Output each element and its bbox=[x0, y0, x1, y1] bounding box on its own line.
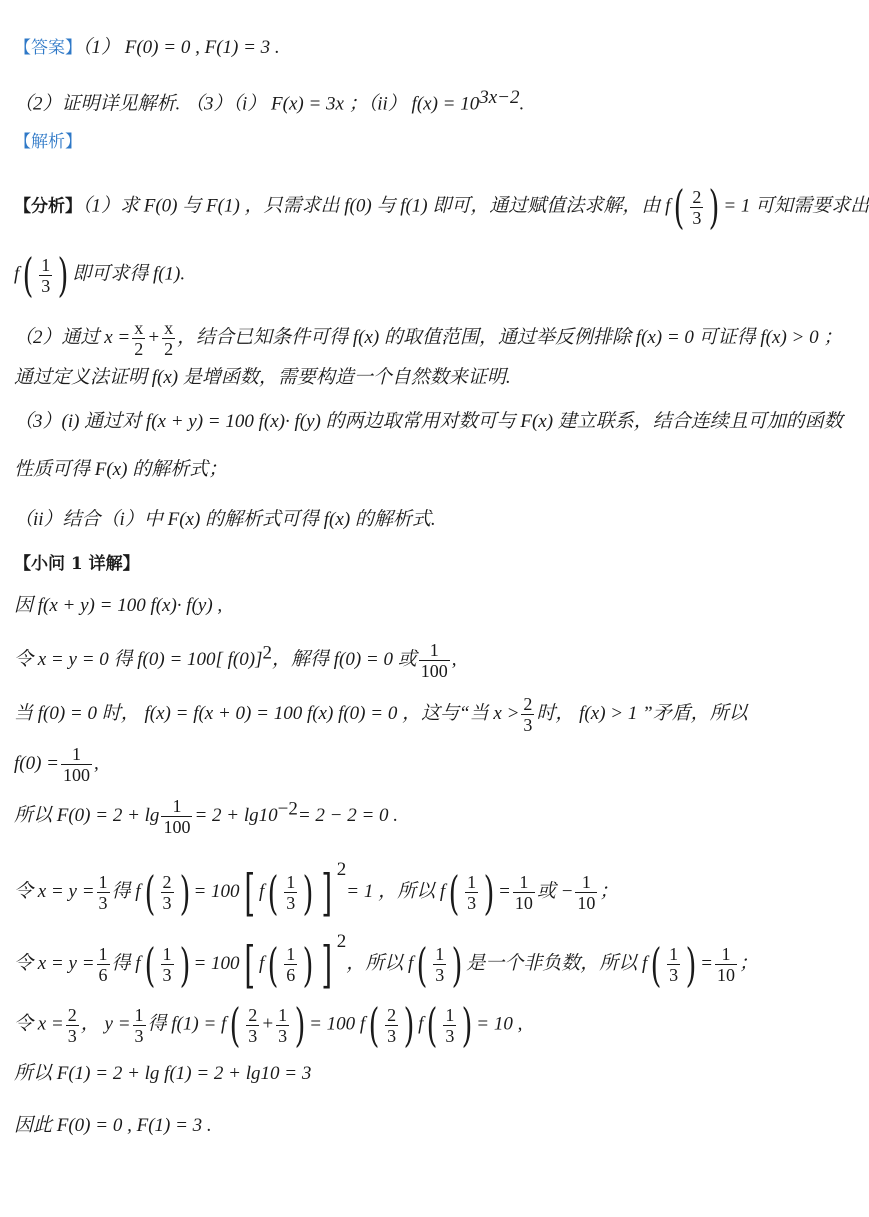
fraction: $\frac{1}{3}$ bbox=[162, 944, 172, 985]
detail-text: 得 f bbox=[111, 953, 141, 974]
answer-line-2 bbox=[14, 86, 786, 117]
exponent: 2 bbox=[336, 931, 347, 952]
plus-sign: + bbox=[261, 1013, 275, 1035]
analysis-heading bbox=[14, 130, 786, 154]
paren: ( bbox=[426, 998, 438, 1052]
fraction: $\frac{x}{2}$ bbox=[134, 318, 144, 359]
paren: ) bbox=[461, 998, 473, 1052]
bracket: [ bbox=[243, 863, 255, 922]
detail-text: , bbox=[94, 753, 99, 774]
detail-line-1 bbox=[14, 594, 786, 618]
fraction: $\frac{1}{3}$ bbox=[41, 254, 51, 296]
detail-text: 所以 F(0) = 2 + lg bbox=[14, 805, 160, 826]
paren: ( bbox=[368, 998, 380, 1052]
paren: ( bbox=[144, 865, 155, 920]
detail-text: = 100 bbox=[193, 953, 240, 974]
detail-text: 得 f bbox=[111, 881, 141, 902]
detail-text: , bbox=[451, 649, 457, 670]
answer-part1: （1） F(0) = 0 , F(1) = 3 . bbox=[82, 37, 280, 58]
answer-part2: （2）证明详见解析. （3）（i） F(x) = 3x ；（ii） f(x) = 10 bbox=[14, 93, 480, 115]
fraction: $\frac{1}{100}$ bbox=[420, 640, 448, 681]
fraction: $\frac{1}{3}$ bbox=[278, 1004, 288, 1046]
answer-exponent: 3x−2 bbox=[479, 87, 520, 108]
fraction: $\frac{1}{100}$ bbox=[163, 796, 191, 837]
fraction: $\frac{1}{100}$ bbox=[63, 744, 91, 785]
fraction: $\frac{1}{3}$ bbox=[467, 872, 477, 913]
fenxi-text: 即可求得 f(1). bbox=[72, 263, 186, 285]
fenxi-text: （1）求 F(0) 与 F(1) ，只需求出 f(0) 与 f(1) 即可，通过赋值法求解，由 f bbox=[82, 195, 671, 217]
detail-text: ； bbox=[738, 953, 758, 974]
paren: ( bbox=[650, 937, 662, 992]
paren: ) bbox=[302, 865, 314, 920]
fraction: $\frac{2}{3}$ bbox=[692, 186, 702, 228]
fenxi-line-4 bbox=[14, 366, 786, 390]
paren: ) bbox=[294, 998, 306, 1052]
detail-text: ，所以 f bbox=[346, 953, 414, 974]
fenxi-line-6 bbox=[14, 458, 786, 482]
paren: ) bbox=[179, 937, 190, 992]
fenxi-line-5 bbox=[14, 410, 843, 434]
detail-line-8 bbox=[14, 998, 786, 1052]
fraction: $\frac{2}{3}$ bbox=[248, 1004, 258, 1046]
fenxi-text: （ii）结合（i）中 F(x) 的解析式可得 f(x) 的解析式. bbox=[14, 509, 436, 530]
answer-end: . bbox=[519, 93, 525, 115]
detail-heading bbox=[14, 552, 786, 576]
detail-text: 时， f(x) > 1 ”矛盾，所以 bbox=[536, 703, 748, 724]
fenxi-text: f bbox=[14, 263, 20, 285]
fraction: $\frac{2}{3}$ bbox=[162, 872, 172, 913]
fraction: $\frac{2}{3}$ bbox=[523, 694, 533, 735]
detail-text: 或 − bbox=[536, 881, 574, 902]
paren: ( bbox=[448, 865, 460, 920]
detail-tag: 【小问 1 详解】 bbox=[14, 554, 140, 574]
paren: ) bbox=[57, 248, 69, 302]
detail-line-6 bbox=[14, 858, 786, 922]
fenxi-text: （3）(i) 通过对 f(x + y) = 100 f(x)· f(y) 的两边取常用对数可与 F(x) 建立联系，结合连续且可加的函数 bbox=[14, 411, 843, 432]
detail-text: f bbox=[259, 881, 265, 902]
detail-line-9 bbox=[14, 1062, 786, 1086]
paren: ) bbox=[451, 937, 463, 992]
detail-line-3 bbox=[14, 694, 786, 735]
fenxi-line-3 bbox=[14, 318, 843, 359]
fenxi-line-7 bbox=[14, 508, 786, 532]
fraction: $\frac{2}{3}$ bbox=[67, 1004, 77, 1046]
detail-text: f(0) = bbox=[14, 753, 60, 774]
bracket: ] bbox=[321, 863, 333, 922]
paren: ) bbox=[179, 865, 190, 920]
detail-text: ，解得 f(0) = 0 或 bbox=[272, 649, 417, 670]
fraction: $\frac{1}{3}$ bbox=[435, 944, 445, 985]
exponent: 2 bbox=[336, 859, 347, 880]
fraction: $\frac{1}{10}$ bbox=[577, 872, 596, 913]
analysis-tag: 【解析】 bbox=[14, 132, 82, 152]
paren: ( bbox=[416, 937, 428, 992]
detail-line-2 bbox=[14, 640, 786, 681]
detail-text: 令 x = bbox=[14, 1013, 64, 1035]
fraction: $\frac{1}{6}$ bbox=[286, 944, 296, 985]
detail-text: 因 f(x + y) = 100 f(x)· f(y) , bbox=[14, 595, 223, 616]
detail-text: 令 x = y = bbox=[14, 953, 95, 974]
paren: ( bbox=[674, 180, 685, 234]
fraction: $\frac{1}{3}$ bbox=[445, 1004, 455, 1046]
paren: ( bbox=[144, 937, 155, 992]
fenxi-text: 性质可得 F(x) 的解析式； bbox=[14, 459, 228, 480]
bracket: [ bbox=[243, 935, 255, 994]
exponent: 2 bbox=[262, 642, 272, 664]
detail-text: f bbox=[418, 1013, 424, 1035]
fraction: $\frac{1}{3}$ bbox=[134, 1004, 144, 1046]
fraction: $\frac{1}{3}$ bbox=[286, 872, 296, 913]
paren: ) bbox=[685, 937, 697, 992]
detail-line-5 bbox=[14, 796, 786, 837]
detail-text: = 100 bbox=[193, 881, 240, 902]
fraction: $\frac{2}{3}$ bbox=[387, 1004, 397, 1046]
detail-text: 得 f(1) = f bbox=[147, 1013, 227, 1035]
fraction: $\frac{1}{10}$ bbox=[716, 944, 735, 985]
fenxi-line-2 bbox=[14, 248, 786, 302]
fraction: $\frac{1}{10}$ bbox=[514, 872, 533, 913]
fenxi-text: （2）通过 x = bbox=[14, 327, 131, 348]
fraction: $\frac{1}{6}$ bbox=[98, 944, 108, 985]
fenxi-tag: 【分析】 bbox=[14, 196, 82, 217]
detail-text: f bbox=[259, 953, 265, 974]
paren: ( bbox=[22, 248, 34, 302]
detail-text: 所以 F(1) = 2 + lg f(1) = 2 + lg10 = 3 bbox=[14, 1063, 312, 1084]
detail-text: = 1 ，所以 f bbox=[346, 881, 446, 902]
detail-text: = bbox=[498, 881, 511, 902]
detail-text: = 2 + lg10 bbox=[194, 805, 278, 826]
plus-sign: + bbox=[147, 327, 161, 348]
detail-text: ； bbox=[599, 881, 619, 902]
fenxi-text: = 1 可知需要求出 bbox=[723, 195, 869, 217]
paren: ) bbox=[403, 998, 415, 1052]
fraction: $\frac{1}{3}$ bbox=[669, 944, 679, 985]
paren: ( bbox=[267, 937, 279, 992]
detail-text: ， y = bbox=[80, 1013, 131, 1035]
fenxi-line-1 bbox=[14, 180, 869, 234]
paren: ) bbox=[302, 937, 314, 992]
paren: ( bbox=[229, 998, 241, 1052]
fenxi-text: ，结合已知条件可得 f(x) 的取值范围，通过举反例排除 f(x) = 0 可证得 f(x) > 0 ； bbox=[177, 327, 843, 348]
paren: ( bbox=[267, 865, 279, 920]
detail-text: = bbox=[700, 953, 713, 974]
fenxi-text: 通过定义法证明 f(x) 是增函数，需要构造一个自然数来证明. bbox=[14, 367, 511, 388]
paren: ) bbox=[483, 865, 495, 920]
detail-text: = 10 , bbox=[476, 1013, 523, 1035]
detail-text: 令 x = y = bbox=[14, 881, 95, 902]
answer-line-1 bbox=[14, 36, 786, 60]
answer-tag: 【答案】 bbox=[14, 38, 82, 58]
paren: ) bbox=[708, 180, 720, 234]
detail-line-4 bbox=[14, 744, 786, 785]
detail-line-10 bbox=[14, 1114, 786, 1138]
exponent: −2 bbox=[277, 798, 298, 820]
fraction: $\frac{x}{2}$ bbox=[164, 318, 174, 359]
detail-text: = 2 − 2 = 0 . bbox=[297, 805, 399, 826]
detail-text: 是一个非负数，所以 f bbox=[466, 953, 648, 974]
detail-text: = 100 f bbox=[309, 1013, 366, 1035]
detail-text: 令 x = y = 0 得 f(0) = 100[ f(0)] bbox=[14, 649, 263, 670]
detail-line-7 bbox=[14, 930, 786, 994]
detail-text: 当 f(0) = 0 时， f(x) = f(x + 0) = 100 f(x) f(0) = 0 ，这与“当 x > bbox=[14, 703, 520, 724]
detail-text: 因此 F(0) = 0 , F(1) = 3 . bbox=[14, 1115, 212, 1136]
bracket: ] bbox=[321, 935, 333, 994]
fraction: $\frac{1}{3}$ bbox=[98, 872, 108, 913]
